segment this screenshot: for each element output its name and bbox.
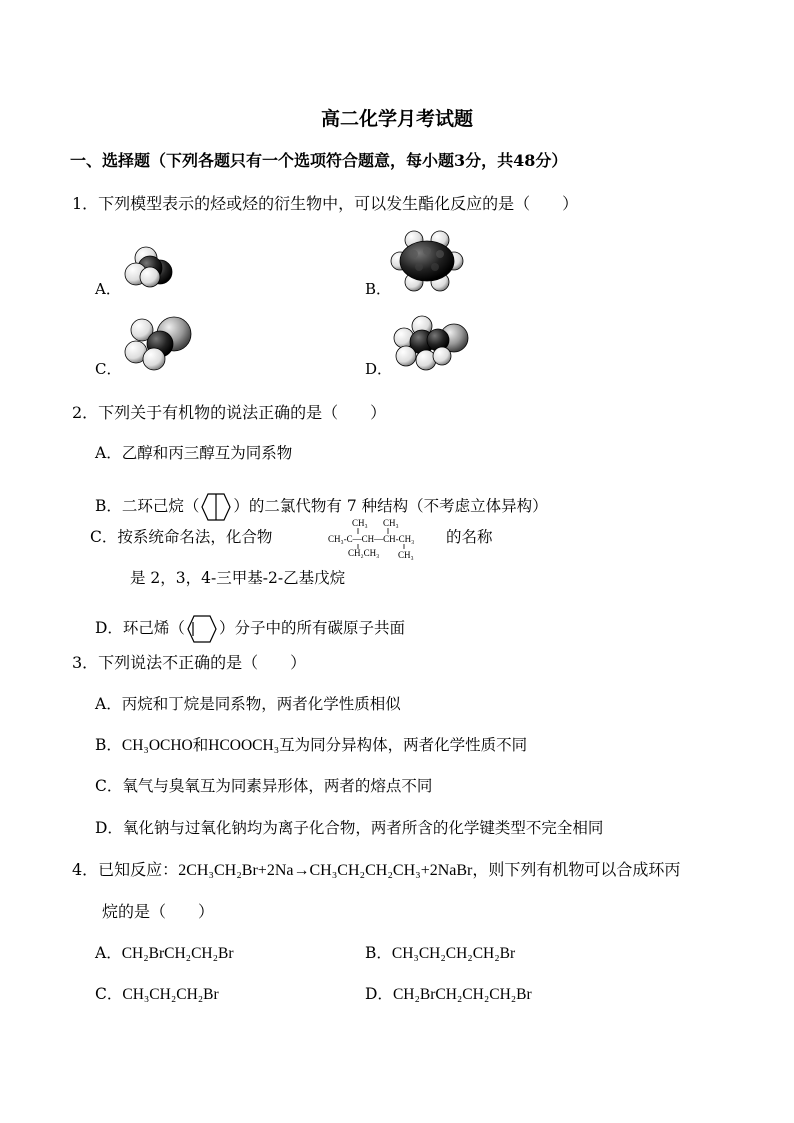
q4-option-a xyxy=(95,941,234,963)
q4-option-c-label: C． xyxy=(95,985,123,1003)
q3-option-b-label: B． xyxy=(95,736,122,754)
q2-option-d xyxy=(95,614,405,644)
section-heading: 一、选择题（下列各题只有一个选项符合题意，每小题3分，共48分） xyxy=(70,151,568,170)
struct-top-ch3-a: CH₃ xyxy=(352,518,368,528)
question-4-stem-line2: 烷的是（ ） xyxy=(102,902,215,921)
struct-top-ch3-b: CH₃ xyxy=(383,518,399,528)
q4-option-d xyxy=(365,982,532,1004)
q4-option-c xyxy=(95,982,219,1004)
question-2-stem: 2．下列关于有机物的说法正确的是（ ） xyxy=(72,403,387,422)
question-1-stem: 1．下列模型表示的烃或烃的衍生物中，可以发生酯化反应的是（ ） xyxy=(72,194,579,213)
q2-option-c-prefix: C．按系统命名法，化合物 xyxy=(90,528,273,546)
cyclohexene-structure-icon xyxy=(185,614,219,644)
q3-option-c: C．氧气与臭氧互为同素异形体，两者的熔点不同 xyxy=(95,777,433,795)
q4-option-b-label: B． xyxy=(365,944,392,962)
q2-option-b-prefix: B．二环己烷（ xyxy=(95,497,200,515)
q1-option-b-label: B． xyxy=(365,280,392,298)
q2-option-b xyxy=(95,492,548,522)
struct-bottom-ch3: CH₃ xyxy=(398,550,414,560)
q1-model-a-image xyxy=(124,244,176,288)
q2-option-d-prefix: D．环己烯（ xyxy=(95,619,185,637)
q2-compound-structure xyxy=(328,516,444,560)
q2-option-a: A．乙醇和丙三醇互为同系物 xyxy=(95,444,293,462)
q4-option-a-formula: CH₂BrCH₂CH₂Br xyxy=(121,945,234,962)
q3-formula-2: HCOOCH₃ xyxy=(208,737,280,754)
q1-option-a-label: A． xyxy=(95,280,121,298)
question-3-stem: 3．下列说法不正确的是（ ） xyxy=(72,653,307,672)
q4-option-c-formula: CH₃CH₂CH₂Br xyxy=(122,986,219,1003)
q3-option-b-suffix: 互为同分异构体，两者化学性质不同 xyxy=(279,736,528,754)
q2-option-d-suffix: ）分子中的所有碳原子共面 xyxy=(218,619,405,637)
q4-reaction-equation: 2CH₃CH₂Br+2Na→CH₃CH₂CH₂CH₃+2NaBr xyxy=(178,862,473,879)
q1-model-c-image xyxy=(124,314,200,372)
q2-option-c-suffix: 的名称 xyxy=(446,528,493,546)
q3-option-b-and: 和 xyxy=(192,736,209,754)
q1-model-d-image xyxy=(392,314,474,372)
q4-option-b xyxy=(365,941,515,963)
q3-option-b xyxy=(95,733,527,755)
struct-main-chain: CH₃-C—CH—CH-CH₃ xyxy=(328,534,415,544)
q2-option-b-suffix: ）的二氯代物有 7 种结构（不考虑立体异构） xyxy=(233,497,548,515)
bicyclohexyl-structure-icon xyxy=(199,492,233,522)
q4-stem-prefix: 4．已知反应： xyxy=(72,860,179,879)
q4-option-d-formula: CH₂BrCH₂CH₂CH₂Br xyxy=(392,986,532,1003)
q4-stem-suffix: ，则下列有机物可以合成环丙 xyxy=(472,860,681,879)
q3-option-d: D．氧化钠与过氧化钠均为离子化合物，两者所含的化学键类型不完全相同 xyxy=(95,819,604,837)
q3-option-a: A．丙烷和丁烷是同系物，两者化学性质相似 xyxy=(95,695,401,713)
struct-bottom-ethyl: CH₂CH₃ xyxy=(348,548,380,558)
q1-model-b-image xyxy=(392,232,462,290)
q1-option-d-label: D． xyxy=(365,360,393,378)
q3-formula-1: CH₃OCHO xyxy=(121,737,193,754)
question-4-stem xyxy=(72,857,680,880)
q1-option-c-label: C． xyxy=(95,360,122,378)
q4-option-a-label: A． xyxy=(95,944,122,962)
q4-option-b-formula: CH₃CH₂CH₂CH₂Br xyxy=(391,945,516,962)
q4-option-d-label: D． xyxy=(365,985,393,1003)
q2-option-c-line2: 是 2，3，4-三甲基-2-乙基戊烷 xyxy=(130,569,346,587)
page-title: 高二化学月考试题 xyxy=(320,108,473,130)
